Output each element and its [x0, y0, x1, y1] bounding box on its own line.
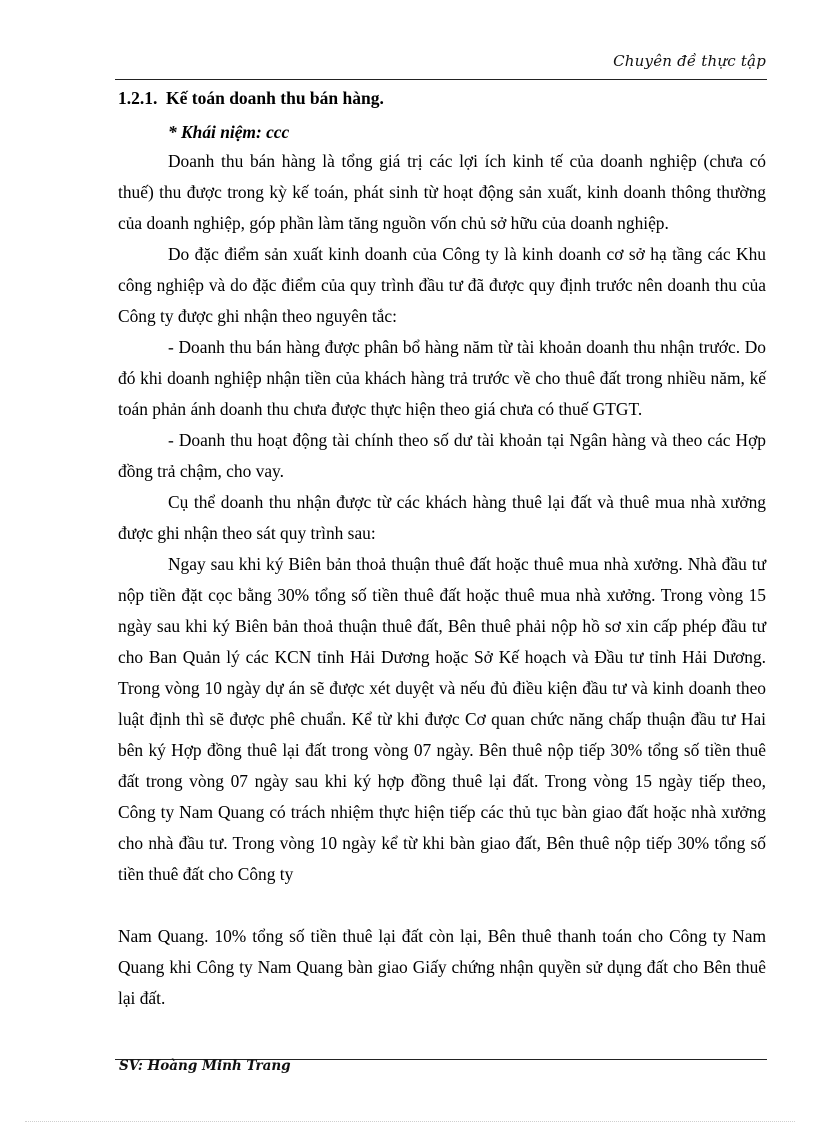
running-header-title: Chuyên đề thực tập [613, 52, 766, 70]
page-boundary-dotted-line [25, 1121, 795, 1122]
section-title: Kế toán doanh thu bán hàng. [166, 88, 384, 108]
paragraph-definition: Doanh thu bán hàng là tổng giá trị các lợi ích kinh tế của doanh nghiệp (chưa có thuế) thu được trong kỳ kế toán, phát sinh từ hoạt động sản xuất, kinh doanh thông thường của doanh nghiệp, góp phần làm tăng nguồn vốn chủ sở hữu của doanh nghiệp. [118, 151, 766, 233]
paragraph-process-continuation: Nam Quang. 10% tổng số tiền thuê lại đất còn lại, Bên thuê thanh toán cho Công ty Nam Quang khi Công ty Nam Quang bàn giao Giấy chứng nhận quyền sử dụng đất cho Bên thuê lại đất. [118, 926, 766, 1008]
paragraph-process-steps: Ngay sau khi ký Biên bản thoả thuận thuê đất hoặc thuê mua nhà xưởng. Nhà đầu tư nộp tiền đặt cọc bằng 30% tổng số tiền thuê đất hoặc thuê mua nhà xưởng. Trong vòng 15 ngày sau khi ký Biên bản thoả thuận thuê đất, Bên thuê phải nộp hồ sơ xin cấp phép đầu tư cho Ban Quản lý các KCN tỉnh Hải Dương hoặc Sở Kế hoạch và Đầu tư tỉnh Hải Dương. Trong vòng 10 ngày dự án sẽ được xét duyệt và nếu đủ điều kiện đầu tư và kinh doanh theo luật định thì sẽ được phê chuẩn. Kể từ khi được Cơ quan chức năng chấp thuận đầu tư Hai bên ký Hợp đồng thuê lại đất trong vòng 07 ngày. Bên thuê nộp tiếp 30% tổng số tiền thuê đất trong vòng 07 ngày sau khi ký hợp đồng thuê lại đất. Trong vòng 15 ngày tiếp theo, Công ty Nam Quang có trách nhiệm thực hiện tiếp các thủ tục bàn giao đất hoặc nhà xưởng cho nhà đầu tư. Trong vòng 10 ngày kể từ khi bàn giao đất, Bên thuê nộp tiếp 30% tổng số tiền thuê đất cho Công ty [118, 554, 766, 884]
subheading-concept: * Khái niệm: ccc [168, 122, 290, 142]
paragraph-process-intro: Cụ thể doanh thu nhận được từ các khách hàng thuê lại đất và thuê mua nhà xưởng được ghi nhận theo sát quy trình sau: [118, 492, 766, 543]
page-body [118, 84, 766, 1014]
section-number: 1.2.1. [118, 88, 158, 108]
paragraph-principles-intro: Do đặc điểm sản xuất kinh doanh của Công ty là kinh doanh cơ sở hạ tầng các Khu công nghiệp và do đặc điểm của quy trình đầu tư đã được quy định trước nên doanh thu của Công ty được ghi nhận theo nguyên tắc: [118, 244, 766, 326]
header-divider [115, 79, 767, 80]
paragraph-financial-revenue-rule: - Doanh thu hoạt động tài chính theo số dư tài khoản tại Ngân hàng và theo các Hợp đồng trả chậm, cho vay. [118, 430, 766, 481]
section-heading [118, 84, 766, 115]
paragraph-gap [118, 890, 766, 921]
paragraph-sales-revenue-rule: - Doanh thu bán hàng được phân bổ hàng năm từ tài khoản doanh thu nhận trước. Do đó khi doanh nghiệp nhận tiền của khách hàng trả trước về cho thuê đất trong nhiều năm, kế toán phản ánh doanh thu chưa được thực hiện theo giá chưa có thuế GTGT. [118, 337, 766, 419]
footer-author: SV: Hoàng Minh Trang [119, 1058, 291, 1074]
